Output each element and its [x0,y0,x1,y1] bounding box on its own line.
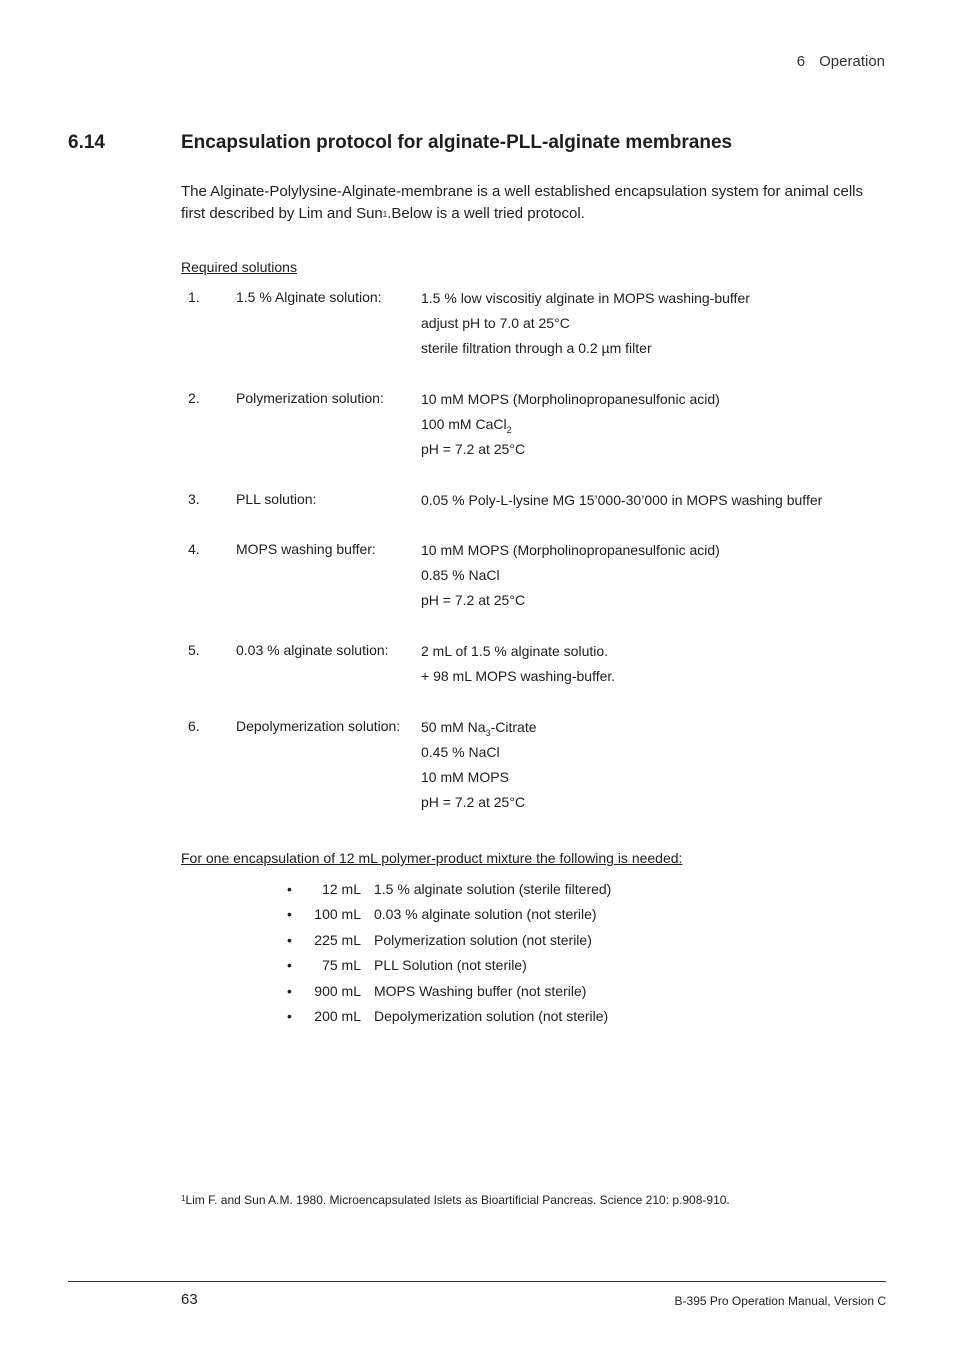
solution-details [421,390,720,465]
detail-line: pH = 7.2 at 25°C [421,592,526,608]
solution-label: PLL solution: [236,491,317,507]
section-title: Encapsulation protocol for alginate-PLL-alginate membranes [181,132,733,153]
item-quantity: 900 mL [314,982,361,999]
bullet: • [287,982,292,999]
detail-line: + 98 mL MOPS washing-buffer. [421,668,616,684]
bullet: • [287,957,292,974]
solution-details [421,541,720,616]
solution-number: 1. [188,289,200,305]
intro-text-end: .Below is a well tried protocol. [387,205,585,222]
bullet: • [287,1007,292,1024]
chapter-number: 6 [796,53,806,70]
list-item [0,956,954,981]
bullet: • [287,881,292,897]
detail-line: 0.05 % Poly-L-lysine MG 15’000-30’000 in MOPS washing buffer [421,492,823,508]
detail-line: 1.5 % low viscositiy alginate in MOPS washing-buffer [421,290,750,306]
item-description: Polymerization solution (not sterile) [374,931,592,948]
subscript: 2 [506,425,512,435]
detail-line [421,415,720,440]
solution-details [421,289,750,364]
intro-text: The Alginate-Polylysine-Alginate-membrane is a well established encapsulation system for animal cells first described by Lim and Sun [181,183,863,222]
list-item [0,982,954,1007]
solution-details [421,642,615,692]
needed-heading: For one encapsulation of 12 mL polymer-product mixture the following is needed: [181,850,683,866]
list-item [0,880,954,905]
detail-line: 10 mM MOPS [421,769,509,785]
list-item [0,905,954,930]
section-number: 6.14 [68,132,105,153]
detail-line: pH = 7.2 at 25°C [421,794,526,810]
footnote [181,1193,730,1207]
list-item [0,931,954,956]
detail-text: 100 mM CaCl [421,416,507,432]
detail-line: 0.85 % NaCl [421,567,500,583]
item-quantity: 100 mL [314,906,361,923]
required-solutions-heading: Required solutions [181,259,297,275]
bullet: • [287,931,292,948]
item-quantity: 12 mL [322,881,361,897]
item-description: 0.03 % alginate solution (not sterile) [374,906,597,923]
footer-rule [68,1281,886,1282]
detail-line [421,718,537,743]
footnote-mark: 1 [181,1194,186,1203]
solution-label: 0.03 % alginate solution: [236,642,389,658]
item-description: PLL Solution (not sterile) [374,957,527,974]
chapter-title: Operation [819,53,885,70]
manual-title: B-395 Pro Operation Manual, Version C [674,1294,886,1308]
solution-number: 6. [188,718,200,734]
solution-number: 5. [188,642,200,658]
solution-number: 4. [188,541,200,557]
detail-line: 10 mM MOPS (Morpholinopropanesulfonic acid) [421,391,720,407]
footnote-text: Lim F. and Sun A.M. 1980. Microencapsulated Islets as Bioartificial Pancreas. Science 210: p.908-910. [185,1193,730,1207]
detail-line: pH = 7.2 at 25°C [421,441,526,457]
list-item [0,1007,954,1032]
detail-text: -Citrate [490,719,537,735]
solution-number: 2. [188,390,200,406]
solution-label: Depolymerization solution: [236,718,401,734]
solution-label: Polymerization solution: [236,390,384,406]
intro-paragraph [181,181,891,225]
item-quantity: 200 mL [314,1007,361,1024]
solution-details [421,491,822,516]
bullet: • [287,906,292,923]
item-description: 1.5 % alginate solution (sterile filtered) [374,881,612,897]
item-quantity: 75 mL [322,957,361,974]
solution-number: 3. [188,491,200,507]
solution-label: MOPS washing buffer: [236,541,376,557]
item-description: MOPS Washing buffer (not sterile) [374,982,587,999]
detail-line: 10 mM MOPS (Morpholinopropanesulfonic acid) [421,542,720,558]
detail-line: 0.45 % NaCl [421,744,500,760]
page-number: 63 [181,1291,198,1308]
needed-list [0,880,954,1032]
detail-line: adjust pH to 7.0 at 25°C [421,315,570,331]
footnote-reference[interactable]: 1 [382,210,388,219]
detail-line: sterile filtration through a 0.2 µm filter [421,340,652,356]
detail-line: 2 mL of 1.5 % alginate solutio. [421,643,609,659]
item-description: Depolymerization solution (not sterile) [374,1007,609,1024]
solution-label: 1.5 % Alginate solution: [236,289,382,305]
running-header [797,53,885,70]
solution-details [421,718,537,818]
detail-text: 50 mM Na [421,719,486,735]
subscript: 3 [485,728,491,738]
item-quantity: 225 mL [314,931,361,948]
